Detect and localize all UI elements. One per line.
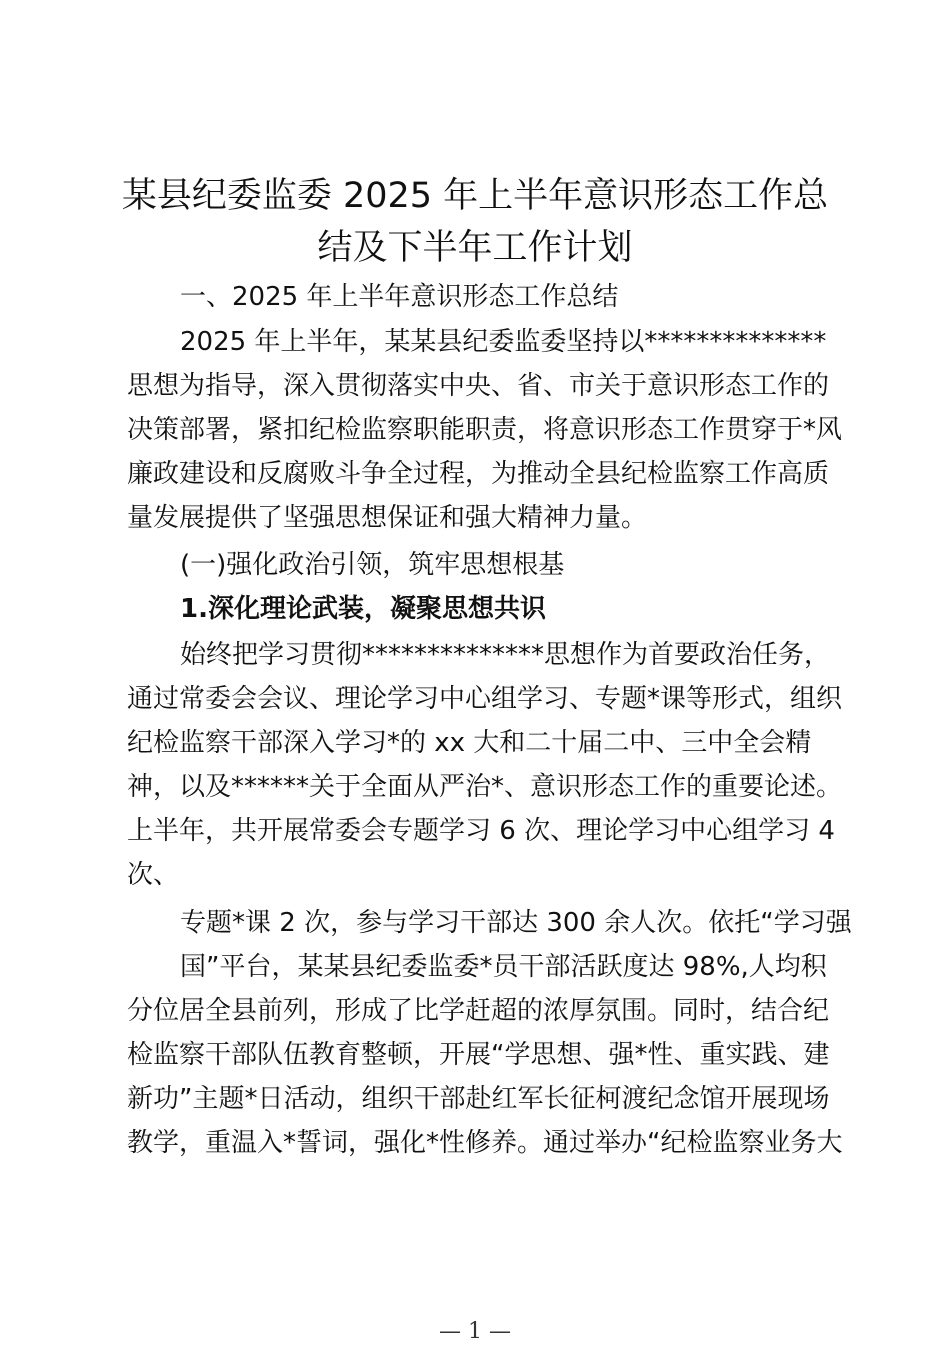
paragraph-3-line-5: 新功”主题*日活动，组织干部赴红军长征柯渡纪念馆开展现场 bbox=[127, 1084, 830, 1114]
paragraph-2-line-3: 纪检监察干部深入学习*的 xx 大和二十届二中、三中全会精 bbox=[127, 728, 812, 758]
section-heading-2: (一)强化政治引领，筑牢思想根基 bbox=[180, 550, 565, 580]
paragraph-1-line-1: 2025 年上半年，某某县纪委监委坚持以************** bbox=[180, 327, 827, 357]
paragraph-2-line-5: 上半年，共开展常委会专题学习 6 次、理论学习中心组学习 4 bbox=[127, 816, 835, 846]
paragraph-3-line-6: 教学，重温入*誓词，强化*性修养。通过举办“纪检监察业务大 bbox=[127, 1128, 843, 1158]
paragraph-1-line-4: 廉政建设和反腐败斗争全过程，为推动全县纪检监察工作高质 bbox=[127, 459, 830, 489]
section-heading-3: 1.深化理论武装，凝聚思想共识 bbox=[180, 594, 546, 624]
paragraph-2-line-2: 通过常委会会议、理论学习中心组学习、专题*课等形式，组织 bbox=[127, 684, 843, 714]
section-heading-1: 一、2025 年上半年意识形态工作总结 bbox=[180, 282, 619, 312]
paragraph-3-line-1: 专题*课 2 次，参与学习干部达 300 余人次。依托“学习强 bbox=[180, 908, 852, 938]
paragraph-3-line-3: 分位居全县前列，形成了比学赶超的浓厚氛围。同时，结合纪 bbox=[127, 996, 830, 1026]
paragraph-1-line-5: 量发展提供了坚强思想保证和强大精神力量。 bbox=[127, 503, 648, 533]
document-title-line-2: 结及下半年工作计划 bbox=[317, 228, 633, 268]
page-number: — 1 — bbox=[439, 1319, 511, 1344]
paragraph-1-line-3: 决策部署，紧扣纪检监察职能职责，将意识形态工作贯穿于*风 bbox=[127, 415, 843, 445]
paragraph-1-line-2: 思想为指导，深入贯彻落实中央、省、市关于意识形态工作的 bbox=[127, 371, 830, 401]
paragraph-2-line-1: 始终把学习贯彻**************思想作为首要政治任务， bbox=[180, 640, 831, 670]
paragraph-2-line-4: 神，以及******关于全面从严治*、意识形态工作的重要论述。 bbox=[127, 772, 843, 802]
paragraph-3-line-2: 国”平台，某某县纪委监委*员干部活跃度达 98%,人均积 bbox=[180, 952, 827, 982]
document-title-line-1: 某县纪委监委 2025 年上半年意识形态工作总 bbox=[121, 176, 829, 216]
paragraph-2-line-6: 次、 bbox=[127, 860, 180, 890]
paragraph-3-line-4: 检监察干部队伍教育整顿，开展“学思想、强*性、重实践、建 bbox=[127, 1040, 830, 1070]
